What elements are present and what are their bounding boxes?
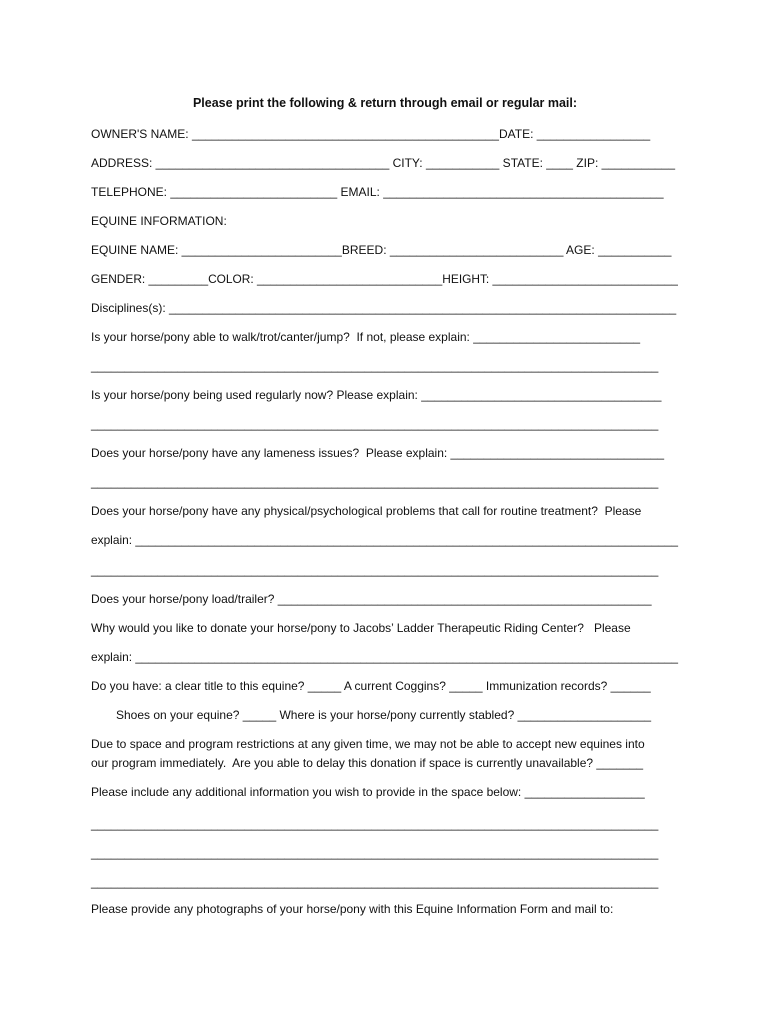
address-line: ADDRESS: ___________________________________ CITY: ___________ STATE: ____ ZIP: ___________ bbox=[91, 156, 676, 170]
additional-info-line: Please include any additional information you wish to provide in the space below: __________________ bbox=[91, 785, 645, 799]
donate-reason-question: Why would you like to donate your horse/pony to Jacobs’ Ladder Therapeutic Riding Center? Please bbox=[91, 621, 631, 635]
answer-blank-line: _____________________________________________________________________________________ bbox=[91, 475, 659, 489]
equine-info-heading: EQUINE INFORMATION: bbox=[91, 214, 227, 228]
answer-blank-line: _____________________________________________________________________________________ bbox=[91, 875, 659, 889]
telephone-email-line: TELEPHONE: _________________________ EMAIL: __________________________________________ bbox=[91, 185, 664, 199]
shoes-stabled-question: Shoes on your equine? _____ Where is your horse/pony currently stabled? ____________________ bbox=[116, 708, 652, 722]
physical-problems-question: Does your horse/pony have any physical/psychological problems that call for routine treatment? Please bbox=[91, 504, 642, 518]
space-restrictions-text: Due to space and program restrictions at any given time, we may not be able to accept new equines into bbox=[91, 737, 645, 751]
answer-blank-line: _____________________________________________________________________________________ bbox=[91, 417, 659, 431]
answer-blank-line: _____________________________________________________________________________________ bbox=[91, 817, 659, 831]
photographs-instruction: Please provide any photographs of your horse/pony with this Equine Information Form and mail to: bbox=[91, 902, 614, 916]
equine-name-line: EQUINE NAME: ________________________BREED: __________________________ AGE: ___________ bbox=[91, 243, 672, 257]
owner-name-line: OWNER'S NAME: ______________________________________________DATE: _________________ bbox=[91, 127, 651, 141]
delay-donation-question: our program immediately. Are you able to delay this donation if space is currently unavailable? _______ bbox=[91, 756, 644, 770]
used-regularly-question: Is your horse/pony being used regularly now? Please explain: ____________________________________ bbox=[91, 388, 662, 402]
walk-trot-question: Is your horse/pony able to walk/trot/canter/jump? If not, please explain: _________________________ bbox=[91, 330, 641, 344]
answer-blank-line: _____________________________________________________________________________________ bbox=[91, 846, 659, 860]
form-title: Please print the following & return through email or regular mail: bbox=[192, 96, 578, 110]
explain-line: explain: __________________________________________________________________________________ bbox=[91, 533, 678, 547]
load-trailer-question: Does your horse/pony load/trailer? ________________________________________________________ bbox=[91, 592, 652, 606]
lameness-question: Does your horse/pony have any lameness issues? Please explain: ________________________________ bbox=[91, 446, 665, 460]
documents-question: Do you have: a clear title to this equine? _____ A current Coggins? _____ Immunization records? ______ bbox=[91, 679, 651, 693]
explain-line: explain: __________________________________________________________________________________ bbox=[91, 650, 678, 664]
disciplines-line: Disciplines(s): ____________________________________________________________________________ bbox=[91, 301, 677, 315]
answer-blank-line: _____________________________________________________________________________________ bbox=[91, 563, 659, 577]
gender-color-height-line: GENDER: _________COLOR: ____________________________HEIGHT: ____________________________ bbox=[91, 272, 678, 286]
answer-blank-line: _____________________________________________________________________________________ bbox=[91, 359, 659, 373]
